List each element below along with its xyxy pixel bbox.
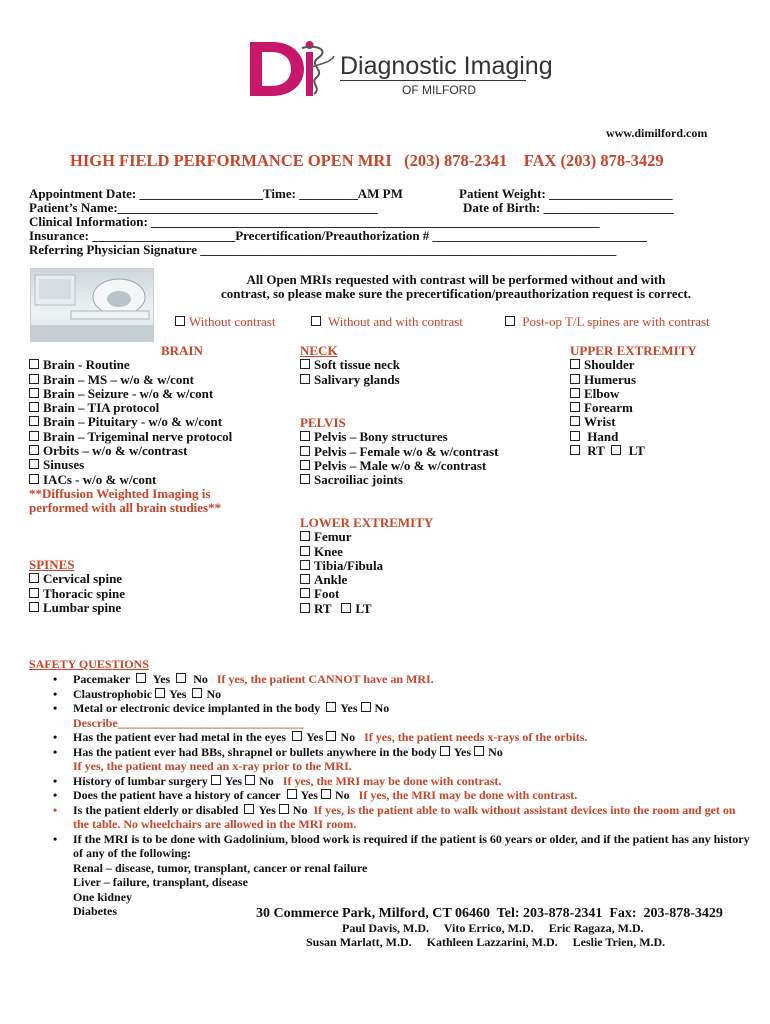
footer-doctors-2: Susan Marlatt, M.D. Kathleen Lazzarini, M.D. Leslie Trien, M.D. xyxy=(306,935,666,949)
checkbox-icon[interactable] xyxy=(192,688,202,698)
safety-question: • Pacemaker Yes No If yes, the patient CANNOT have an MRI. xyxy=(53,672,753,687)
brain-item[interactable]: Brain - Routine xyxy=(29,358,232,372)
brain-item[interactable]: Orbits – w/o & w/contrast xyxy=(29,444,232,458)
checkbox-icon[interactable] xyxy=(505,316,515,326)
pelvis-item[interactable]: Pelvis – Bony structures xyxy=(300,430,498,444)
pelvis-section xyxy=(300,416,498,487)
lower-item[interactable]: Foot xyxy=(300,587,433,601)
option-postop-spines[interactable]: Post-op T/L spines are with contrast xyxy=(505,315,710,329)
checkbox-icon[interactable] xyxy=(474,746,484,756)
lower-extremity-section xyxy=(300,516,433,616)
lower-item[interactable]: Ankle xyxy=(300,573,433,587)
checkbox-icon[interactable] xyxy=(570,416,580,426)
page-title: HIGH FIELD PERFORMANCE OPEN MRI (203) 878-2341 FAX (203) 878-3429 xyxy=(70,151,664,170)
spine-item[interactable]: Cervical spine xyxy=(29,572,125,586)
checkbox-icon[interactable] xyxy=(326,702,336,712)
checkbox-icon[interactable] xyxy=(29,445,39,455)
brain-item[interactable]: Brain – MS – w/o & w/cont xyxy=(29,373,232,387)
checkbox-icon[interactable] xyxy=(29,459,39,469)
safety-question: • If the MRI is to be done with Gadolinium, blood work is required if the patient is 60 years or older, and if the patient has any history of any of the following: Renal – disease, tumor, transplant, cancer or renal failure Liver – failure, transplant, disease One kidney Diabetes xyxy=(53,832,753,919)
checkbox-icon[interactable] xyxy=(300,474,310,484)
checkbox-icon[interactable] xyxy=(176,673,186,683)
referring-signature-field[interactable]: Referring Physician Signature ________________________________________________________________ xyxy=(29,242,617,257)
checkbox-icon[interactable] xyxy=(29,573,39,583)
checkbox-icon[interactable] xyxy=(29,359,39,369)
upper-item[interactable]: Elbow xyxy=(570,387,697,401)
safety-question: • Has the patient ever had BBs, shrapnel or bullets anywhere in the body Yes No If yes, the patient may need an x-ray prior to the MRI. xyxy=(53,745,753,774)
neck-item[interactable]: Soft tissue neck xyxy=(300,358,400,372)
checkbox-icon[interactable] xyxy=(29,402,39,412)
brain-title: BRAIN xyxy=(161,343,203,358)
safety-question: • Has the patient ever had metal in the eyes Yes No If yes, the patient needs x-rays of the orbits. xyxy=(53,730,753,745)
lower-item[interactable]: Femur xyxy=(300,530,433,544)
weight-field[interactable]: Patient Weight: ___________________ xyxy=(459,186,673,201)
safety-question: • Does the patient have a history of cancer Yes No If yes, the MRI may be done with contrast. xyxy=(53,788,753,803)
checkbox-icon[interactable] xyxy=(300,431,310,441)
checkbox-icon[interactable] xyxy=(29,602,39,612)
describe-field[interactable]: Describe_______________________________ xyxy=(73,715,304,730)
upper-item[interactable]: Shoulder xyxy=(570,358,697,372)
website-link[interactable]: www.dimilford.com xyxy=(606,126,708,140)
checkbox-icon[interactable] xyxy=(287,789,297,799)
upper-item[interactable]: Wrist xyxy=(570,415,697,429)
upper-extremity-title: UPPER EXTREMITY xyxy=(570,343,697,358)
checkbox-icon[interactable] xyxy=(300,531,310,541)
lower-item[interactable]: Tibia/Fibula xyxy=(300,559,433,573)
checkbox-icon[interactable] xyxy=(611,445,621,455)
logo-subtext: OF MILFORD xyxy=(402,83,476,97)
checkbox-icon[interactable] xyxy=(440,746,450,756)
checkbox-icon[interactable] xyxy=(300,603,310,613)
checkbox-icon[interactable] xyxy=(211,775,221,785)
checkbox-icon[interactable] xyxy=(570,431,580,441)
checkbox-icon[interactable] xyxy=(361,702,371,712)
logo-mark-icon xyxy=(246,38,336,100)
safety-title: SAFETY QUESTIONS xyxy=(29,657,149,671)
neck-item[interactable]: Salivary glands xyxy=(300,373,400,387)
clinical-info-field[interactable]: Clinical Information: _____________________________________________________________________ xyxy=(29,214,600,229)
checkbox-icon[interactable] xyxy=(300,359,310,369)
checkbox-icon[interactable] xyxy=(570,402,580,412)
footer-address: 30 Commerce Park, Milford, CT 06460 Tel: 203-878-2341 Fax: 203-878-3429 xyxy=(256,906,723,921)
brain-item[interactable]: IACs - w/o & w/cont xyxy=(29,473,232,487)
checkbox-icon[interactable] xyxy=(29,374,39,384)
insurance-field[interactable]: Insurance: ______________________Precertification/Preauthorization # _________________________________ xyxy=(29,228,648,243)
brain-item[interactable]: Brain – TIA protocol xyxy=(29,401,232,415)
contrast-note-line-1: All Open MRIs requested with contrast will be performed without and with xyxy=(246,272,666,287)
checkbox-icon[interactable] xyxy=(175,316,185,326)
checkbox-icon[interactable] xyxy=(292,731,302,741)
checkbox-icon[interactable] xyxy=(300,460,310,470)
brain-item[interactable]: Brain – Seizure - w/o & w/cont xyxy=(29,387,232,401)
spines-title: SPINES xyxy=(29,557,75,572)
safety-question: • Claustrophobic Yes No xyxy=(53,687,753,702)
checkbox-icon[interactable] xyxy=(341,603,351,613)
checkbox-icon[interactable] xyxy=(570,445,580,455)
checkbox-icon[interactable] xyxy=(321,789,331,799)
brain-item[interactable]: Brain – Trigeminal nerve protocol xyxy=(29,430,232,444)
neck-title: NECK xyxy=(300,343,338,358)
checkbox-icon[interactable] xyxy=(29,588,39,598)
diffusion-note: performed with all brain studies** xyxy=(29,500,222,516)
checkbox-icon[interactable] xyxy=(300,374,310,384)
brain-item[interactable]: Sinuses xyxy=(29,458,232,472)
checkbox-icon[interactable] xyxy=(570,374,580,384)
checkbox-icon[interactable] xyxy=(29,474,39,484)
checkbox-icon[interactable] xyxy=(326,731,336,741)
checkbox-icon[interactable] xyxy=(245,775,255,785)
checkbox-icon[interactable] xyxy=(29,431,39,441)
option-without-and-with-contrast[interactable]: Without and with contrast xyxy=(311,315,463,329)
checkbox-icon[interactable] xyxy=(300,560,310,570)
pelvis-item[interactable]: Pelvis – Female w/o & w/contrast xyxy=(300,445,498,459)
checkbox-icon[interactable] xyxy=(300,574,310,584)
upper-item[interactable]: Humerus xyxy=(570,373,697,387)
lower-item[interactable]: Knee xyxy=(300,545,433,559)
appointment-field[interactable]: Appointment Date: ___________________Time: _________AM PM xyxy=(29,186,403,201)
neck-section xyxy=(300,344,400,387)
brain-section xyxy=(29,344,232,516)
lower-extremity-title: LOWER EXTREMITY xyxy=(300,515,434,530)
checkbox-icon[interactable] xyxy=(570,388,580,398)
spine-item[interactable]: Thoracic spine xyxy=(29,587,125,601)
pelvis-title: PELVIS xyxy=(300,415,346,430)
upper-extremity-section xyxy=(570,344,697,458)
checkbox-icon[interactable] xyxy=(300,446,310,456)
safety-question: • Is the patient elderly or disabled Yes No If yes, is the patient able to walk without assistant devices into the room and get on the table. No wheelchairs are allowed in the MRI room. xyxy=(53,803,753,832)
checkbox-icon[interactable] xyxy=(29,388,39,398)
checkbox-icon[interactable] xyxy=(300,546,310,556)
logo xyxy=(246,38,553,100)
checkbox-icon[interactable] xyxy=(136,673,146,683)
contrast-note-line-2: contrast, so please make sure the precertification/preauthorization request is correct. xyxy=(221,286,691,301)
checkbox-icon[interactable] xyxy=(155,688,165,698)
upper-rt-lt[interactable]: RT LT xyxy=(570,444,697,458)
option-without-contrast[interactable]: Without contrast xyxy=(175,315,276,329)
diffusion-note: **Diffusion Weighted Imaging is xyxy=(29,485,211,501)
pelvis-item[interactable]: Pelvis – Male w/o & w/contrast xyxy=(300,459,498,473)
upper-item[interactable]: Forearm xyxy=(570,401,697,415)
upper-item[interactable]: Hand xyxy=(570,430,697,444)
checkbox-icon[interactable] xyxy=(279,804,289,814)
safety-question: • Metal or electronic device implanted in the body Yes No Describe_______________________________ xyxy=(53,701,753,730)
pelvis-item[interactable]: Sacroiliac joints xyxy=(300,473,498,487)
logo-divider xyxy=(340,80,526,81)
logo-text: Diagnostic Imaging xyxy=(340,52,553,80)
footer-doctors-1: Paul Davis, M.D. Vito Errico, M.D. Eric Ragaza, M.D. xyxy=(342,921,644,935)
safety-questions xyxy=(53,672,753,919)
dob-field[interactable]: Date of Birth: ____________________ xyxy=(463,200,674,215)
spine-item[interactable]: Lumbar spine xyxy=(29,601,125,615)
safety-question: • History of lumbar surgery Yes No If yes, the MRI may be done with contrast. xyxy=(53,774,753,789)
spines-section xyxy=(29,558,125,615)
checkbox-icon[interactable] xyxy=(311,316,321,326)
checkbox-icon[interactable] xyxy=(244,804,254,814)
patient-name-field[interactable]: Patient’s Name:________________________________________ xyxy=(29,200,378,215)
lower-rt-lt[interactable]: RT LT xyxy=(300,602,433,616)
checkbox-icon[interactable] xyxy=(570,359,580,369)
checkbox-icon[interactable] xyxy=(29,416,39,426)
brain-item[interactable]: Brain – Pituitary - w/o & w/cont xyxy=(29,415,232,429)
checkbox-icon[interactable] xyxy=(300,588,310,598)
